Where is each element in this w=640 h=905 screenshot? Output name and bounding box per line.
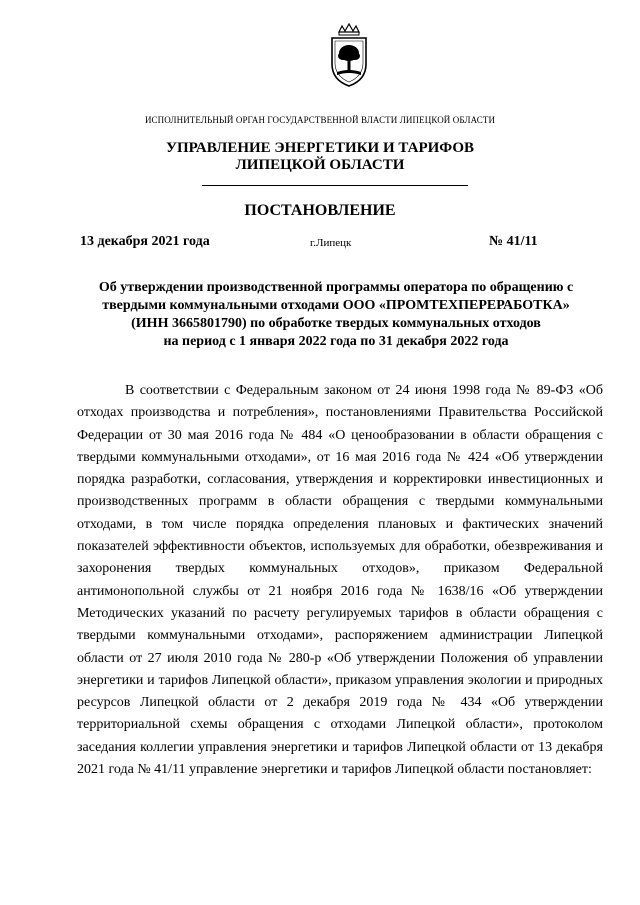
document-city: г.Липецк [310,237,352,249]
document-number: № 41/11 [489,234,538,249]
department-name-line1: УПРАВЛЕНИЕ ЭНЕРГЕТИКИ И ТАРИФОВ [165,140,475,156]
header-divider [202,185,468,186]
authority-name: ИСПОЛНИТЕЛЬНЫЙ ОРГАН ГОСУДАРСТВЕННОЙ ВЛАСТИ ЛИПЕЦКОЙ ОБЛАСТИ [144,115,496,125]
document-title-line1: Об утверждении производственной программы оператора по обращению с [98,280,574,295]
coat-of-arms-icon [326,22,372,88]
document-title-line2: твердыми коммунальными отходами ООО «ПРОМТЕХПЕРЕРАБОТКА» [102,298,570,313]
document-title-line4: на период с 1 января 2022 года по 31 декабря 2022 года [163,334,509,349]
document-date: 13 декабря 2021 года [80,234,210,249]
department-name [0,140,640,174]
document-title [66,279,606,351]
preamble-paragraph: В соответствии с Федеральным законом от 24 июня 1998 года № 89-ФЗ «Об отходах производства и потребления», постановлениями Правительства Российской Федерации от 30 мая 2016 года № 484 «О ценообразовании в области обращения с твердыми коммунальными отходами», от 16 мая 2016 года № 424 «Об утверждении порядка разработки, согласования, утверждения и корректировки инвестиционных и производственных программ в области обращения с твердыми коммунальными отходами, в том числе порядка определения плановых и фактических значений показателей эффективности объектов, используемых для обработки, обезвреживания и захоронения твердых коммунальных отходов», приказом Федеральной антимонопольной службы от 21 ноября 2016 года № 1638/16 «Об утверждении Методических указаний по расчету регулируемых тарифов в области обращения с твердыми коммунальными отходами», распоряжением администрации Липецкой области от 27 июля 2010 года № 280-р «Об утверждении Положения об управлении энергетики и тарифов Липецкой области», приказом управления экологии и природных ресурсов Липецкой области от 2 декабря 2019 года № 434 «Об утверждении территориальной схемы обращения с отходами Липецкой области», протоколом заседания коллегии управления энергетики и тарифов Липецкой области от 13 декабря 2021 года № 41/11 управление энергетики и тарифов Липецкой области постановляет: [77,383,603,778]
document-title-line3: (ИНН 3665801790) по обработке твердых коммунальных отходов [131,316,541,331]
document-type: ПОСТАНОВЛЕНИЕ [244,202,396,219]
department-name-line2: ЛИПЕЦКОЙ ОБЛАСТИ [235,157,405,173]
